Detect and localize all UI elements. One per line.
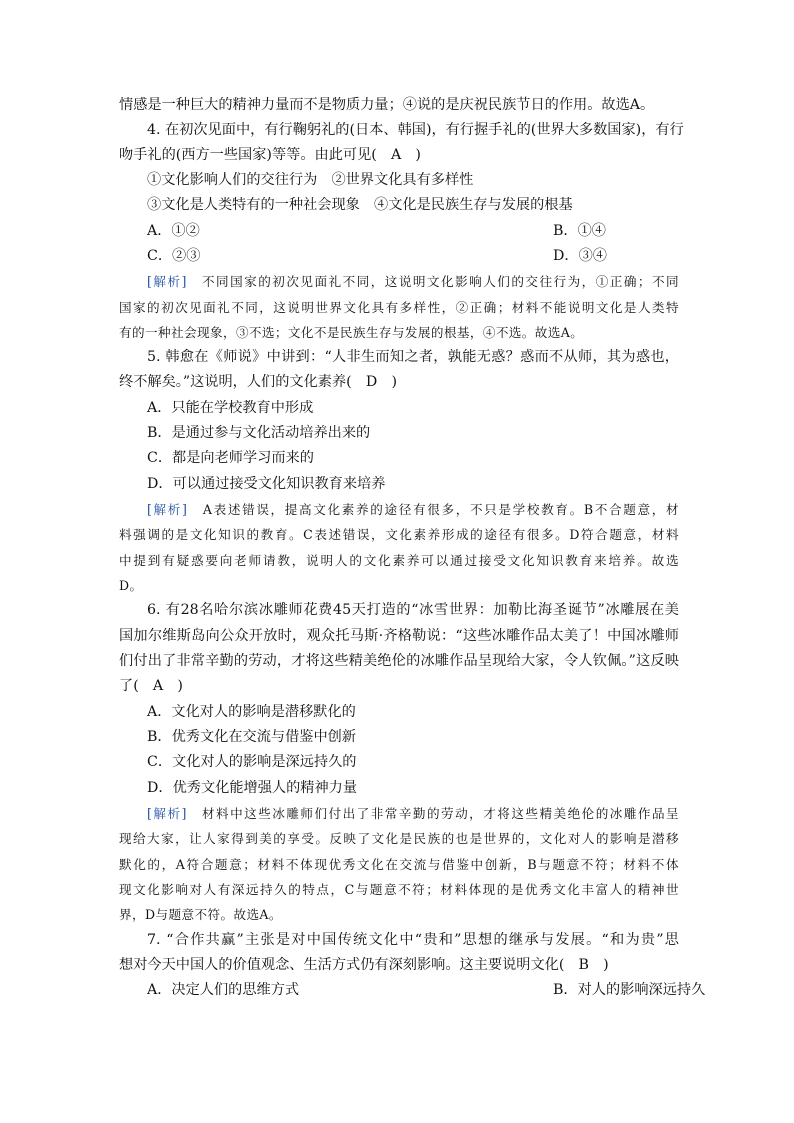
q7-option-b: B．对人的影响深远持久 bbox=[553, 982, 706, 998]
q4-statement-2: ③文化是人类特有的一种社会现象 ④文化是民族生存与发展的根基 bbox=[147, 197, 573, 213]
q6-option-b: B．优秀文化在交流与借鉴中创新 bbox=[147, 729, 357, 745]
q7-option-a: A．决定人们的思维方式 bbox=[147, 982, 300, 998]
q5-option-c: C．都是向老师学习而来的 bbox=[147, 450, 314, 466]
q4-stem-line-1: 4. 在初次见面中，有行鞠躬礼的(日本、韩国)，有行握手礼的(世界大多数国家)，有行 bbox=[147, 122, 684, 138]
q6-option-a: A．文化对人的影响是潜移默化的 bbox=[147, 704, 356, 720]
q4-option-b: B．①④ bbox=[553, 223, 606, 239]
q5-analysis-line-1: [解析] A表述错误，提高文化素养的途径有很多，不只是学校教育。B不合题意，材 bbox=[147, 502, 679, 517]
q4-option-a: A．①② bbox=[147, 223, 200, 239]
q6-stem-line-1: 6. 有28名哈尔滨冰雕师花费45天打造的“冰雪世界：加勒比海圣诞节”冰雕展在美 bbox=[147, 602, 679, 618]
q6-analysis-line-4: 现文化影响对人有深远持久的特点，C与题意不符；材料体现的是优秀文化丰富人的精神世 bbox=[119, 882, 679, 897]
q6-analysis-tag: [解析] bbox=[147, 806, 187, 821]
q4-analysis-line-2: 国家的初次见面礼不同，这说明世界文化具有多样性，②正确；材料不能说明文化是人类特 bbox=[119, 300, 679, 315]
q4-option-c: C．②③ bbox=[147, 248, 201, 264]
q5-analysis-line-3: 中提到有疑惑要向老师请教，说明人的文化素养可以通过接受文化知识教育来培养。故选 bbox=[119, 553, 679, 568]
q4-option-d: D．③④ bbox=[553, 248, 607, 264]
q5-analysis-line-4: D。 bbox=[119, 578, 143, 593]
q6-stem-line-2: 国加尔维斯岛向公众开放时，观众托马斯·齐格勒说：“这些冰雕作品太美了！中国冰雕师 bbox=[119, 628, 679, 644]
q5-stem-line-1: 5. 韩愈在《师说》中讲到：“人非生而知之者，孰能无惑？惑而不从师，其为惑也， bbox=[147, 349, 679, 365]
q6-analysis-line-3: 默化的，A符合题意；材料不体现优秀文化在交流与借鉴中创新，B与题意不符；材料不体 bbox=[119, 857, 679, 872]
q5-option-d: D．可以通过接受文化知识教育来培养 bbox=[147, 476, 386, 492]
q7-options-row-1 bbox=[147, 978, 706, 1003]
q7-stem-line-2: 想对今天中国人的价值观念、生活方式仍有深刻影响。这主要说明文化( B ) bbox=[119, 957, 609, 973]
q6-analysis-line-2: 现给大家，让人家得到美的享受。反映了文化是民族的也是世界的，文化对人的影响是潜移 bbox=[119, 831, 679, 846]
q4-analysis-line-3: 有的一种社会现象，③不选；文化不是民族生存与发展的根基，④不选。故选A。 bbox=[119, 325, 584, 340]
q5-stem-line-2: 终不解矣。”这说明，人们的文化素养( D ) bbox=[119, 374, 397, 390]
q6-analysis-line-5: 界，D与题意不符。故选A。 bbox=[119, 907, 282, 922]
q4-options-row-1 bbox=[147, 219, 679, 244]
q5-option-b: B．是通过参与文化活动培养出来的 bbox=[147, 425, 371, 441]
q6-option-d: D．优秀文化能增强人的精神力量 bbox=[147, 780, 358, 796]
q4-analysis-tag: [解析] bbox=[147, 274, 187, 289]
q5-analysis-tag: [解析] bbox=[147, 502, 188, 517]
q6-option-c: C．文化对人的影响是深远持久的 bbox=[147, 754, 357, 770]
q6-stem-line-3: 们付出了非常辛勤的劳动，才将这些精美绝伦的冰雕作品呈现给大家，令人钦佩。”这反映 bbox=[119, 653, 679, 669]
q4-statement-1: ①文化影响人们的交往行为 ②世界文化具有多样性 bbox=[147, 172, 474, 188]
q6-stem-line-4: 了( A ) bbox=[119, 678, 183, 694]
q7-stem-line-1: 7. “合作共赢”主张是对中国传统文化中“贵和”思想的继承与发展。“和为贵”思 bbox=[147, 932, 679, 948]
q3-analysis-tail: 情感是一种巨大的精神力量而不是物质力量；④说的是庆祝民族节日的作用。故选A。 bbox=[119, 97, 655, 113]
q4-options-row-2 bbox=[147, 244, 679, 269]
q4-analysis-line-1: [解析] 不同国家的初次见面礼不同，这说明文化影响人们的交往行为，①正确；不同 bbox=[147, 274, 679, 289]
q5-option-a: A．只能在学校教育中形成 bbox=[147, 400, 314, 416]
q5-analysis-line-2: 料强调的是文化知识的教育。C表述错误，文化素养形成的途径有很多。D符合题意，材料 bbox=[119, 527, 679, 542]
q4-stem-line-2: 吻手礼的(西方一些国家)等等。由此可见( A ) bbox=[119, 147, 421, 163]
q6-analysis-line-1: [解析] 材料中这些冰雕师们付出了非常辛勤的劳动，才将这些精美绝伦的冰雕作品呈 bbox=[147, 806, 679, 821]
